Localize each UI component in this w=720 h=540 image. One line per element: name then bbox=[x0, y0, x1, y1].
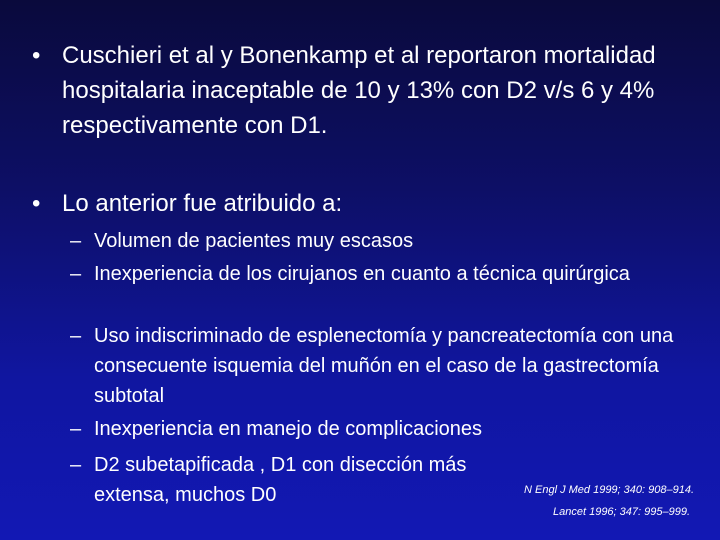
bullet-text: Lo anterior fue atribuido a: bbox=[62, 190, 343, 217]
sub-item-surgeon-inexperience bbox=[70, 259, 710, 289]
bullet-icon: • bbox=[32, 190, 41, 217]
bullet-icon: • bbox=[32, 42, 41, 69]
dash-icon: – bbox=[70, 230, 82, 252]
reference-lancet: Lancet 1996; 347: 995–999. bbox=[553, 506, 691, 518]
dash-icon: – bbox=[70, 325, 82, 347]
sub-item-text: Inexperiencia en manejo de complicaciones bbox=[94, 418, 483, 440]
sub-item-text: Inexperiencia de los cirujanos en cuanto a técnica quirúrgica bbox=[94, 263, 630, 285]
sub-item-staging bbox=[70, 450, 710, 510]
dash-icon: – bbox=[70, 454, 82, 476]
sub-item-patient-volume bbox=[70, 226, 710, 256]
sub-item-text: Uso indiscriminado de esplenectomía y pancreatectomía con una consecuente isquemia del muñón en el caso de la gastrectomía subtotal bbox=[94, 325, 674, 407]
sub-item-text: D2 subetapificada , D1 con disección más extensa, muchos D0 bbox=[94, 454, 467, 506]
reference-nejm: N Engl J Med 1999; 340: 908–914. bbox=[524, 484, 695, 496]
sub-item-text: Volumen de pacientes muy escasos bbox=[94, 230, 414, 252]
bullet-item-attributed bbox=[32, 186, 672, 221]
sub-item-complications bbox=[70, 414, 710, 444]
bullet-text: Cuschieri et al y Bonenkamp et al reportaron mortalidad hospitalaria inaceptable de 10 y 13% con D2 v/s 6 y 4% respectivamente con D1. bbox=[62, 42, 656, 139]
bullet-item-mortality bbox=[32, 38, 672, 143]
sub-item-splenectomy bbox=[70, 321, 710, 411]
dash-icon: – bbox=[70, 418, 82, 440]
dash-icon: – bbox=[70, 263, 82, 285]
